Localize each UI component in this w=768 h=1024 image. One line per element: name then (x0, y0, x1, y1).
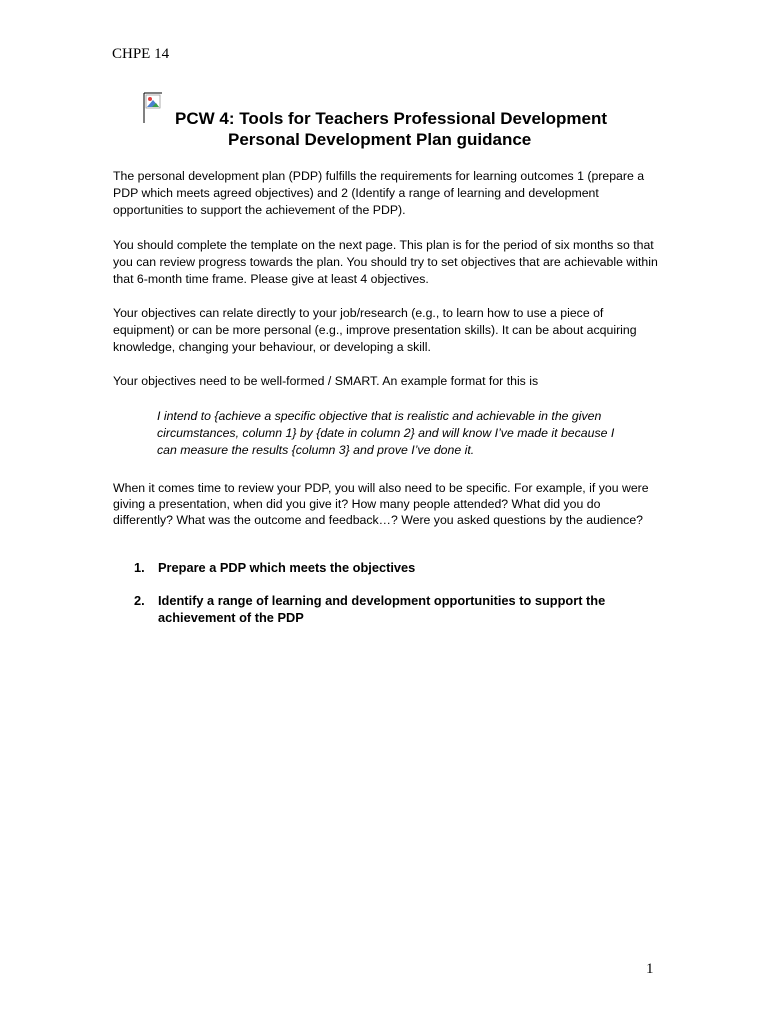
paragraph-objective-types: Your objectives can relate directly to your job/research (e.g., to learn how to use a piece of equipment) or can be more personal (e.g., improve presentation skills). It can be about acquiring knowledge, changing your behaviour, or developing a skill. (113, 306, 637, 354)
image-placeholder-icon (143, 92, 163, 124)
course-code: CHPE 14 (112, 46, 170, 62)
paragraph-pdp-intro: The personal development plan (PDP) fulfills the requirements for learning outcomes 1 (prepare a PDP which meets agreed objectives) and 2 (Identify a range of learning and development opportunities to support the achievement of the PDP). (113, 169, 645, 217)
title-line-2: Personal Development Plan guidance (228, 130, 532, 149)
paragraph-smart-format: Your objectives need to be well-formed / SMART. An example format for this is (113, 374, 539, 388)
outcome-text: Identify a range of learning and development opportunities to support the achievement of the PDP (158, 593, 606, 625)
outcome-item-1 (134, 559, 654, 576)
example-objective-quote: I intend to {achieve a specific objective that is realistic and achievable in the given circumstances, column 1} by {date in column 2} and will know I’ve made it because I can measure the results {column 3} and prove I’ve done it. (157, 409, 615, 457)
outcome-text: Prepare a PDP which meets the objectives (158, 560, 416, 575)
outcome-item-2 (134, 592, 654, 626)
paragraph-template-instructions: You should complete the template on the next page. This plan is for the period of six months so that you can review progress towards the plan. You should try to set objectives that are achievable within that 6-month time frame. Please give at least 4 objectives. (113, 238, 658, 286)
title-line-1: PCW 4: Tools for Teachers Professional Development (175, 109, 608, 128)
outcome-number: 1. (134, 560, 145, 575)
outcome-number: 2. (134, 593, 145, 608)
page-number: 1 (646, 961, 654, 977)
paragraph-review-guidance: When it comes time to review your PDP, you will also need to be specific. For example, if you were giving a presentation, when did you give it? How many people attended? What did you do differently? What was the outcome and feedback…? Were you asked questions by the audience? (113, 481, 649, 527)
